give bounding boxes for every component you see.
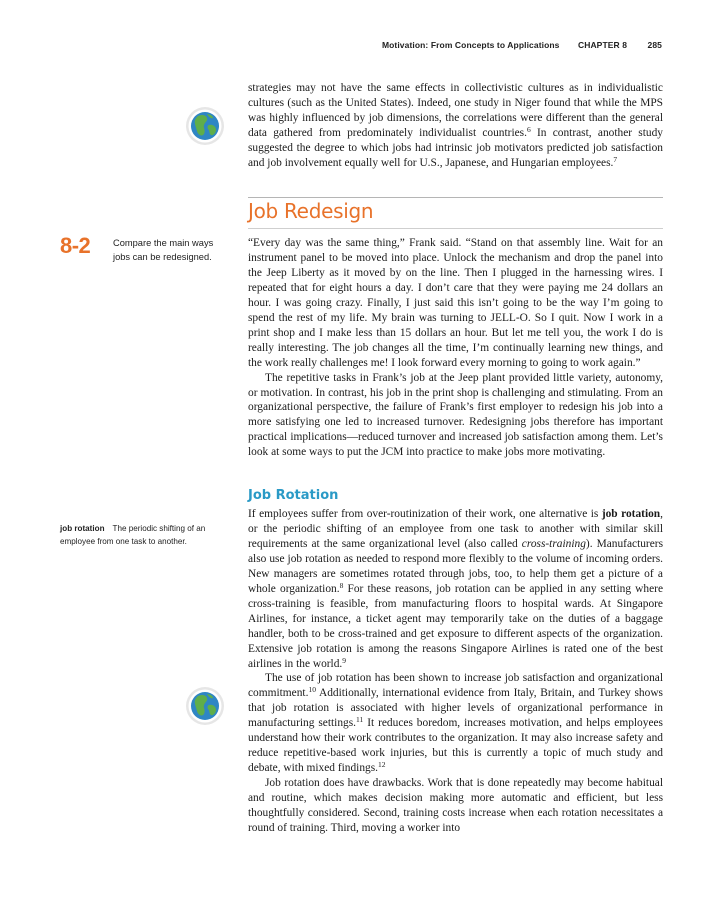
- globe-icon: [185, 106, 225, 146]
- running-header: [382, 40, 662, 50]
- job-rotation-body: [248, 507, 663, 836]
- intro-text-2: In contrast, another study suggested the degree to which jobs had intrinsic job motivators predicted job satisfaction and job involvement equally well for U.S., Japanese, and Hungarian employees.: [248, 126, 663, 169]
- footnote-ref: 6: [526, 124, 531, 134]
- frank-quote-paragraph: “Every day was the same thing,” Frank said. “Stand on that assembly line. Wait for an instrument panel to be moved into place. Unlock the mechanism and drop the panel into the Jeep Liberty as it moved by on the line. Then I plugged in the harnessing wires. I repeated that for eight hours a day. I don’t care that they were paying me 24 dollars an hour. I was going crazy. Finally, I just said this isn’t going to be the way I’m going to spend the rest of my life. My brain was turning to JELL-O. So I quit. Now I work in a print shop and I make less than 15 dollars an hour. But let me tell you, the work I do is really interesting. The job changes all the time, I’m continually learning new things, and the work really challenges me! I look forward every morning to going to work again.”: [248, 237, 663, 369]
- italic-term: cross-training: [521, 537, 586, 550]
- footnote-ref: 12: [378, 760, 386, 770]
- rotation-paragraph-3: Job rotation does have drawbacks. Work that is done repeatedly may become habitual and routine, which makes decision making more automatic and efficient, but less thoughtfully considered. Second, training costs increase when each rotation necessitates a round of training. Third, moving a worker into: [248, 777, 663, 835]
- objective-number: 8-2: [60, 233, 91, 258]
- section-divider: [248, 197, 663, 198]
- footnote-ref: 7: [613, 154, 618, 164]
- header-chapter: CHAPTER 8: [577, 40, 628, 50]
- glossary-definition: The periodic shifting of an employee from one task to another.: [60, 524, 206, 546]
- redesign-paragraph: The repetitive tasks in Frank’s job at the Jeep plant provided little variety, autonomy, or motivation. In contrast, his job in the print shop is challenging and stimulating. From an organizational perspective, the failure of Frank’s first employer to redesign his job into a more satisfying one led to increased turnover. Redesigning jobs therefore has important practical implications—reduced turnover and increased job satisfaction among them. Let’s look at some ways to put the JCM into practice to make jobs more motivating.: [248, 371, 663, 459]
- intro-text: strategies may not have the same effects in collectivistic cultures as in individualistic cultures (such as the United States). Indeed, one study in Niger found that while the MPS was highly influenced by job dimensions, the correlations were different than the general data gathered from predominately individualist countries.: [248, 82, 663, 139]
- glossary-term: job rotation: [60, 524, 105, 533]
- rotation-paragraph-2: The use of job rotation has been shown to increase job satisfaction and organizational commitment.$^{10}$ Additionally, international evidence from Italy, Britain, and Turkey shows that job rotation is associated with higher levels of organizational performance in manufacturing settings.$^{11}$ It reduces boredom, increases motivation, and helps employees understand how their work contributes to the organization. It may also increase safety and reduce repetitive-based work injuries, but this is currently a topic of much study and debate, with mixed findings.$^{12}$: [248, 672, 663, 775]
- globe-icon: [185, 686, 225, 726]
- subsection-heading: Job Rotation: [248, 488, 339, 503]
- page-number: 285: [647, 40, 662, 50]
- glossary-margin-note: [60, 523, 220, 548]
- key-term: job rotation: [601, 508, 661, 520]
- footnote-ref: 10: [308, 685, 316, 695]
- job-redesign-body: [248, 236, 663, 460]
- header-title: Motivation: From Concepts to Applications: [381, 40, 560, 50]
- footnote-ref: 11: [356, 715, 364, 725]
- objective-text: Compare the main ways jobs can be redesigned.: [113, 238, 214, 262]
- footnote-ref: 8: [339, 580, 344, 590]
- heading-underline: [248, 228, 663, 229]
- section-heading: Job Redesign: [248, 199, 374, 223]
- intro-paragraph: [248, 81, 663, 171]
- footnote-ref: 9: [342, 655, 347, 665]
- rotation-paragraph-1: If employees suffer from over-routinization of their work, one alternative is job rotation, or the periodic shifting of an employee from one task to another with similar skill requirements at the same organizational level (also called cross-training). Manufacturers also use job rotation as needed to respond more flexibly to the volume of incoming orders. New managers are sometimes rotated through jobs, too, to help them get a picture of a whole organization.$^8$ For these reasons, job rotation can be applied in any setting where cross-training is feasible, from manufacturing floors to hospital wards. At Singapore Airlines, for instance, a ticket agent may temporarily take on the duties of a baggage handler, both to be cross-trained and get exposure to different aspects of the organization. Extensive job rotation is among the reasons Singapore Airlines is rated one of the best airlines in the world.$^9$: [248, 508, 664, 670]
